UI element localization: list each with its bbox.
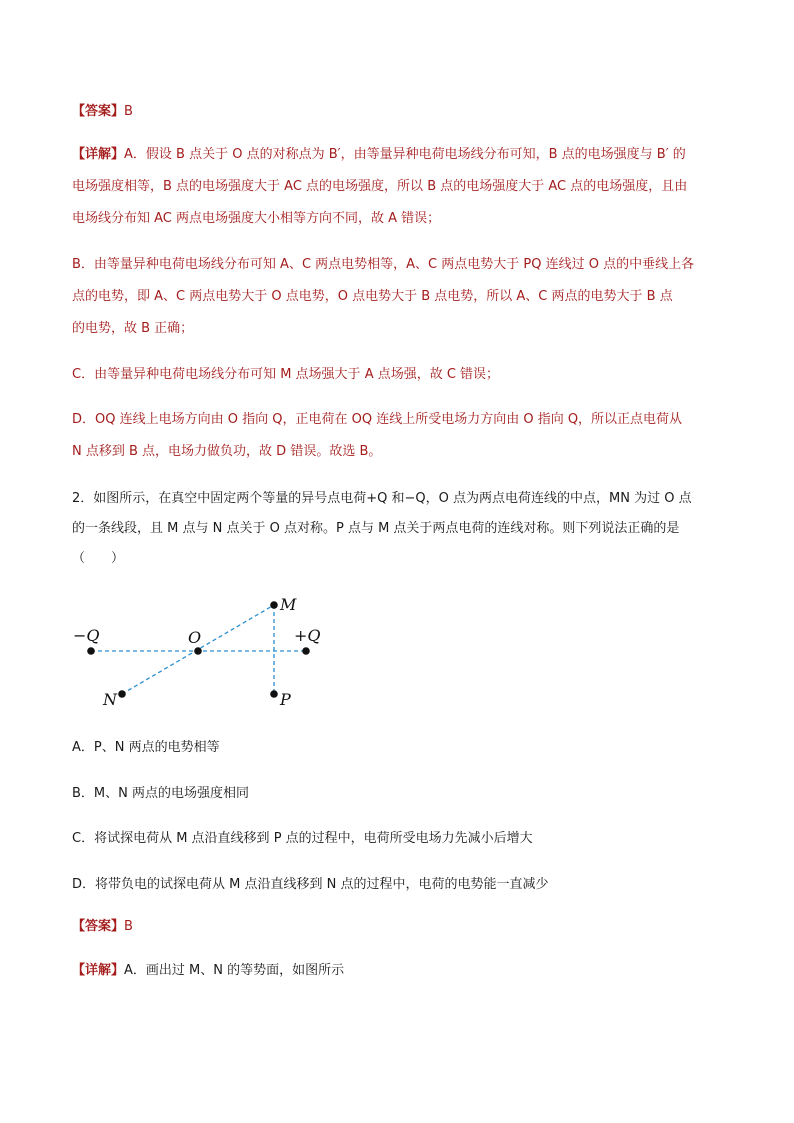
negative-charge-point [87, 647, 95, 655]
option-c: C．将试探电荷从 M 点沿直线移到 P 点的过程中，电荷所受电场力先减小后增大 [72, 831, 533, 846]
answer-value: B [124, 104, 133, 119]
label-positive-q: +Q [294, 626, 321, 645]
point-p [270, 690, 278, 698]
point-m [270, 601, 278, 609]
label-n: N [103, 690, 117, 709]
explanation-b-line-3: 的电势，故 B 正确； [72, 321, 194, 336]
option-a: A．P、N 两点的电势相等 [72, 740, 220, 755]
positive-charge-point [302, 647, 310, 655]
explanation-c-line-1: C．由等量异种电荷电场线分布可知 M 点场强大于 A 点场强，故 C 错误； [72, 367, 500, 382]
answer-value-2: B [124, 919, 133, 934]
detail-text: A．假设 B 点关于 O 点的对称点为 B′，由等量异种电荷电场线分布可知，B 点的电场强度与 B′ 的 [124, 147, 686, 162]
detail-line-1 [72, 146, 686, 164]
question-line-3: （ ） [72, 551, 125, 566]
detail-line-2-1 [72, 962, 344, 980]
label-o: O [188, 628, 202, 647]
answer-line-2 [72, 918, 133, 936]
detail-line-3: 电场线分布知 AC 两点电场强度大小相等方向不同，故 A 错误； [72, 211, 441, 226]
label-m: M [280, 595, 297, 614]
midpoint-o [194, 647, 202, 655]
question-line-2: 的一条线段，且 M 点与 N 点关于 O 点对称。P 点与 M 点关于两点电荷的连线对称。则下列说法正确的是 [72, 521, 680, 536]
detail-line-2: 电场强度相等，B 点的电场强度大于 AC 点的电场强度，所以 B 点的电场强度大于 AC 点的电场强度，且由 [72, 179, 688, 194]
explanation-b-line-2: 点的电势，即 A、C 两点电势大于 O 点电势，O 点电势大于 B 点电势，所以 A、C 两点的电势大于 B 点 [72, 289, 673, 304]
detail-label: 【详解】 [72, 147, 125, 162]
option-b: B．M、N 两点的电场强度相同 [72, 786, 249, 801]
question-line-1: 2．如图所示，在真空中固定两个等量的异号点电荷+Q 和−Q，O 点为两点电荷连线的中点，MN 为过 O 点 [72, 491, 692, 506]
answer-label-2: 【答案】 [72, 919, 125, 934]
answer-line-1 [72, 103, 133, 121]
option-d: D．将带负电的试探电荷从 M 点沿直线移到 N 点的过程中，电荷的电势能一直减少 [72, 877, 549, 892]
point-n [118, 690, 126, 698]
label-p: P [280, 690, 291, 709]
explanation-d-line-1: D．OQ 连线上电场方向由 O 指向 Q，正电荷在 OQ 连线上所受电场力方向由 O 指向 Q，所以正点电荷从 [72, 412, 683, 427]
charge-diagram [70, 588, 340, 713]
detail-label-2: 【详解】 [72, 963, 125, 978]
explanation-d-line-2: N 点移到 B 点，电场力做负功，故 D 错误。故选 B。 [72, 444, 382, 459]
label-negative-q: −Q [73, 626, 100, 645]
explanation-b-line-1: B．由等量异种电荷电场线分布可知 A、C 两点电势相等，A、C 两点电势大于 PQ 连线过 O 点的中垂线上各 [72, 257, 695, 272]
answer-label: 【答案】 [72, 104, 125, 119]
detail-text-2: A．画出过 M、N 的等势面，如图所示 [124, 963, 345, 978]
